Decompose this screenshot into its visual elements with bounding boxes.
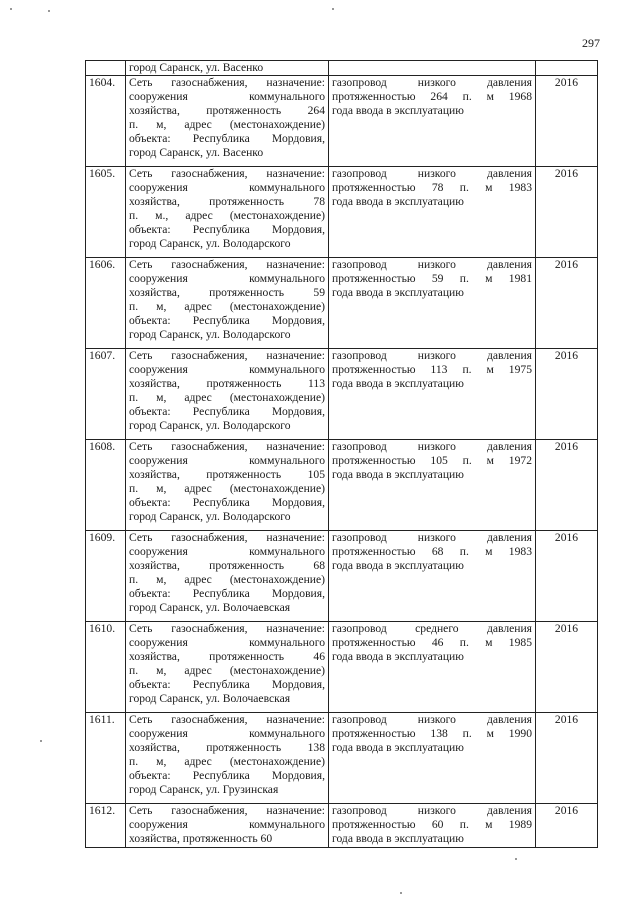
year-cell bbox=[536, 61, 598, 76]
year-cell: 2016 bbox=[536, 76, 598, 167]
row-number: 1605. bbox=[86, 167, 126, 258]
year-cell: 2016 bbox=[536, 349, 598, 440]
characteristics-line: года ввода в эксплуатацию bbox=[332, 195, 464, 208]
object-characteristics bbox=[329, 440, 536, 531]
characteristics-line: протяженностью 60 п. м 1989 bbox=[332, 818, 532, 831]
description-line: п. м, адрес (местонахождение) bbox=[129, 664, 325, 677]
year-cell: 2016 bbox=[536, 713, 598, 804]
row-number: 1612. bbox=[86, 804, 126, 848]
table-row bbox=[86, 440, 598, 531]
object-description: город Саранск, ул. Васенко bbox=[126, 61, 329, 76]
description-line: сооружения коммунального bbox=[129, 818, 325, 831]
object-characteristics bbox=[329, 713, 536, 804]
object-description bbox=[126, 531, 329, 622]
description-line: п. м, адрес (местонахождение) bbox=[129, 391, 325, 404]
year-cell: 2016 bbox=[536, 258, 598, 349]
row-number: 1607. bbox=[86, 349, 126, 440]
description-line: сооружения коммунального bbox=[129, 727, 325, 740]
table-row bbox=[86, 76, 598, 167]
registry-table-body bbox=[86, 61, 598, 848]
description-line: Сеть газоснабжения, назначение: bbox=[129, 713, 325, 726]
row-number bbox=[86, 61, 126, 76]
description-line: Сеть газоснабжения, назначение: bbox=[129, 76, 325, 89]
description-line: город Саранск, ул. Васенко bbox=[129, 146, 264, 159]
year-cell: 2016 bbox=[536, 531, 598, 622]
description-line: Сеть газоснабжения, назначение: bbox=[129, 804, 325, 817]
characteristics-line: года ввода в эксплуатацию bbox=[332, 468, 464, 481]
table-row bbox=[86, 258, 598, 349]
description-line: сооружения коммунального bbox=[129, 181, 325, 194]
characteristics-line: протяженностью 105 п. м 1972 bbox=[332, 454, 532, 467]
characteristics-line: газопровод среднего давления bbox=[332, 622, 532, 635]
description-line: город Саранск, ул. Володарского bbox=[129, 237, 291, 250]
characteristics-line: протяженностью 264 п. м 1968 bbox=[332, 90, 532, 103]
object-description bbox=[126, 349, 329, 440]
description-line: хозяйства, протяженность 264 bbox=[129, 104, 325, 117]
object-characteristics bbox=[329, 349, 536, 440]
description-line: Сеть газоснабжения, назначение: bbox=[129, 258, 325, 271]
object-description bbox=[126, 440, 329, 531]
continuation-row bbox=[86, 61, 598, 76]
description-line: город Саранск, ул. Волочаевская bbox=[129, 601, 291, 614]
description-line: город Саранск, ул. Володарского bbox=[129, 328, 291, 341]
characteristics-line: года ввода в эксплуатацию bbox=[332, 377, 464, 390]
scan-speck bbox=[48, 10, 50, 12]
characteristics-line: газопровод низкого давления bbox=[332, 258, 532, 271]
year-cell: 2016 bbox=[536, 622, 598, 713]
year-cell: 2016 bbox=[536, 440, 598, 531]
object-characteristics bbox=[329, 804, 536, 848]
characteristics-line: протяженностью 138 п. м 1990 bbox=[332, 727, 532, 740]
characteristics-line: года ввода в эксплуатацию bbox=[332, 104, 464, 117]
scan-speck bbox=[332, 8, 334, 10]
characteristics-line: года ввода в эксплуатацию bbox=[332, 286, 464, 299]
characteristics-line: протяженностью 78 п. м 1983 bbox=[332, 181, 532, 194]
description-line: сооружения коммунального bbox=[129, 454, 325, 467]
characteristics-line: протяженностью 68 п. м 1983 bbox=[332, 545, 532, 558]
scan-speck bbox=[10, 8, 12, 10]
description-line: хозяйства, протяженность 105 bbox=[129, 468, 325, 481]
description-line: Сеть газоснабжения, назначение: bbox=[129, 622, 325, 635]
object-description bbox=[126, 713, 329, 804]
description-line: сооружения коммунального bbox=[129, 90, 325, 103]
object-characteristics bbox=[329, 531, 536, 622]
scan-speck bbox=[515, 858, 517, 860]
characteristics-line: газопровод низкого давления bbox=[332, 76, 532, 89]
object-characteristics bbox=[329, 76, 536, 167]
object-characteristics bbox=[329, 622, 536, 713]
characteristics-line: протяженностью 46 п. м 1985 bbox=[332, 636, 532, 649]
description-line: хозяйства, протяженность 113 bbox=[129, 377, 325, 390]
description-line: объекта: Республика Мордовия, bbox=[129, 132, 325, 145]
table-row bbox=[86, 804, 598, 848]
characteristics-line: газопровод низкого давления bbox=[332, 167, 532, 180]
characteristics-line: протяженностью 59 п. м 1981 bbox=[332, 272, 532, 285]
description-line: город Саранск, ул. Володарского bbox=[129, 510, 291, 523]
row-number: 1610. bbox=[86, 622, 126, 713]
description-line: объекта: Республика Мордовия, bbox=[129, 223, 325, 236]
table-row bbox=[86, 349, 598, 440]
table-row bbox=[86, 531, 598, 622]
characteristics-line: протяженностью 113 п. м 1975 bbox=[332, 363, 532, 376]
description-line: п. м., адрес (местонахождение) bbox=[129, 209, 325, 222]
description-line: город Саранск, ул. Володарского bbox=[129, 419, 291, 432]
description-line: объекта: Республика Мордовия, bbox=[129, 769, 325, 782]
description-line: Сеть газоснабжения, назначение: bbox=[129, 349, 325, 362]
description-line: п. м, адрес (местонахождение) bbox=[129, 755, 325, 768]
row-number: 1606. bbox=[86, 258, 126, 349]
description-line: объекта: Республика Мордовия, bbox=[129, 587, 325, 600]
description-line: город Саранск, ул. Грузинская bbox=[129, 783, 279, 796]
characteristics-line: года ввода в эксплуатацию bbox=[332, 741, 464, 754]
description-line: сооружения коммунального bbox=[129, 636, 325, 649]
description-line: Сеть газоснабжения, назначение: bbox=[129, 440, 325, 453]
description-line: объекта: Республика Мордовия, bbox=[129, 405, 325, 418]
description-line: п. м, адрес (местонахождение) bbox=[129, 482, 325, 495]
row-number: 1604. bbox=[86, 76, 126, 167]
description-line: сооружения коммунального bbox=[129, 363, 325, 376]
object-description bbox=[126, 804, 329, 848]
characteristics-line: газопровод низкого давления bbox=[332, 804, 532, 817]
object-characteristics bbox=[329, 167, 536, 258]
description-line: Сеть газоснабжения, назначение: bbox=[129, 531, 325, 544]
description-line: сооружения коммунального bbox=[129, 545, 325, 558]
table-row bbox=[86, 713, 598, 804]
description-line: хозяйства, протяженность 138 bbox=[129, 741, 325, 754]
description-line: хозяйства, протяженность 59 bbox=[129, 286, 325, 299]
characteristics-line: газопровод низкого давления bbox=[332, 440, 532, 453]
table-row bbox=[86, 167, 598, 258]
description-line: п. м, адрес (местонахождение) bbox=[129, 118, 325, 131]
description-line: сооружения коммунального bbox=[129, 272, 325, 285]
description-line: хозяйства, протяженность 46 bbox=[129, 650, 325, 663]
page-number: 297 bbox=[582, 36, 600, 50]
characteristics-line: года ввода в эксплуатацию bbox=[332, 832, 464, 845]
description-line: город Саранск, ул. Волочаевская bbox=[129, 692, 291, 705]
description-line: объекта: Республика Мордовия, bbox=[129, 496, 325, 509]
registry-table bbox=[85, 60, 598, 848]
characteristics-line: газопровод низкого давления bbox=[332, 349, 532, 362]
characteristics-line: газопровод низкого давления bbox=[332, 531, 532, 544]
scan-speck bbox=[40, 740, 42, 742]
row-number: 1608. bbox=[86, 440, 126, 531]
object-description bbox=[126, 167, 329, 258]
year-cell: 2016 bbox=[536, 804, 598, 848]
description-line: хозяйства, протяженность 60 bbox=[129, 832, 273, 845]
characteristics-line: газопровод низкого давления bbox=[332, 713, 532, 726]
description-line: объекта: Республика Мордовия, bbox=[129, 678, 325, 691]
object-description bbox=[126, 622, 329, 713]
object-characteristics bbox=[329, 61, 536, 76]
description-line: объекта: Республика Мордовия, bbox=[129, 314, 325, 327]
row-number: 1611. bbox=[86, 713, 126, 804]
characteristics-line: года ввода в эксплуатацию bbox=[332, 559, 464, 572]
object-description bbox=[126, 76, 329, 167]
object-characteristics bbox=[329, 258, 536, 349]
description-line: п. м, адрес (местонахождение) bbox=[129, 573, 325, 586]
description-line: хозяйства, протяженность 68 bbox=[129, 559, 325, 572]
characteristics-line: года ввода в эксплуатацию bbox=[332, 650, 464, 663]
table-row bbox=[86, 622, 598, 713]
description-line: п. м, адрес (местонахождение) bbox=[129, 300, 325, 313]
year-cell: 2016 bbox=[536, 167, 598, 258]
description-line: хозяйства, протяженность 78 bbox=[129, 195, 325, 208]
description-line: Сеть газоснабжения, назначение: bbox=[129, 167, 325, 180]
row-number: 1609. bbox=[86, 531, 126, 622]
object-description bbox=[126, 258, 329, 349]
scan-speck bbox=[400, 892, 402, 894]
